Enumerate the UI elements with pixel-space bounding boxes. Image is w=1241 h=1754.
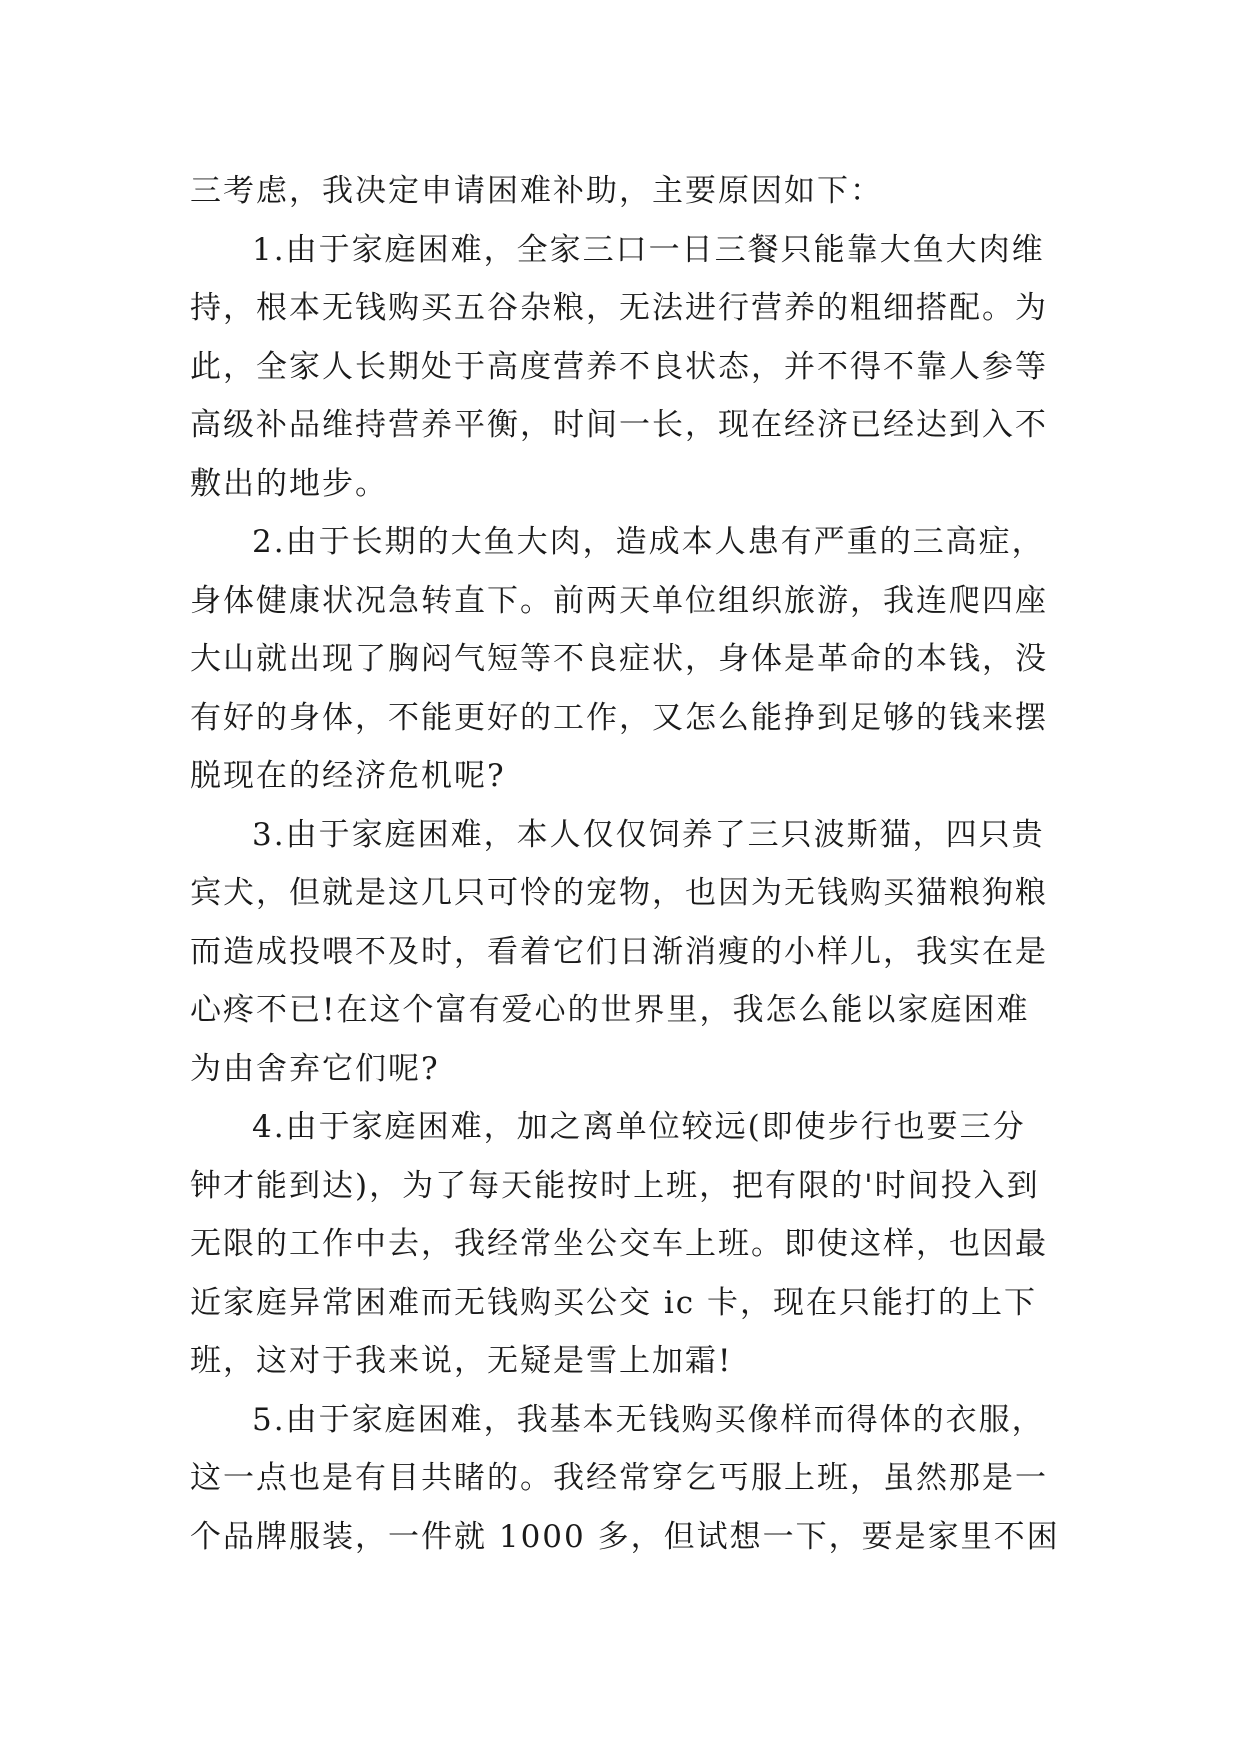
- text-line: 为由舍弃它们呢?: [190, 1050, 440, 1087]
- text-line: 无限的工作中去，我经常坐公交车上班。即使这样，也因最: [190, 1226, 1048, 1262]
- text-line: 持，根本无钱购买五谷杂粮，无法进行营养的粗细搭配。为: [190, 290, 1048, 326]
- text-line: 敷出的地步。: [190, 465, 388, 502]
- text-line: 有好的身体，不能更好的工作，又怎么能挣到足够的钱来摆: [190, 699, 1048, 736]
- text-line: 宾犬，但就是这几只可怜的宠物，也因为无钱购买猫粮狗粮: [190, 875, 1048, 911]
- text-line: 脱现在的经济危机呢?: [190, 758, 506, 794]
- text-line: 4.由于家庭困难，加之离单位较远(即使步行也要三分: [252, 1109, 1026, 1145]
- text-line: 而造成投喂不及时，看着它们日渐消瘦的小样儿，我实在是: [190, 933, 1048, 970]
- text-line: 班，这对于我来说，无疑是雪上加霜!: [190, 1343, 733, 1379]
- text-line: 高级补品维持营养平衡，时间一长，现在经济已经达到入不: [190, 407, 1048, 443]
- text-line: 个品牌服装，一件就 1000 多，但试想一下，要是家里不困: [190, 1518, 1060, 1555]
- text-line: 身体健康状况急转直下。前两天单位组织旅游，我连爬四座: [190, 582, 1048, 619]
- text-line: 大山就出现了胸闷气短等不良症状，身体是革命的本钱，没: [190, 641, 1048, 677]
- text-line: 钟才能到达)，为了每天能按时上班，把有限的'时间投入到: [190, 1167, 1040, 1204]
- document-body: [190, 162, 1070, 1566]
- text-line: 2.由于长期的大鱼大肉，造成本人患有严重的三高症，: [252, 524, 1045, 560]
- text-line: 这一点也是有目共睹的。我经常穿乞丐服上班，虽然那是一: [190, 1460, 1048, 1496]
- text-line: 1.由于家庭困难，全家三口一日三餐只能靠大鱼大肉维: [252, 231, 1045, 268]
- text-line: 此，全家人长期处于高度营养不良状态，并不得不靠人参等: [190, 348, 1048, 385]
- text-line: 近家庭异常困难而无钱购买公交 ic 卡，现在只能打的上下: [190, 1284, 1037, 1321]
- text-line: 5.由于家庭困难，我基本无钱购买像样而得体的衣服，: [252, 1401, 1045, 1438]
- text-line: 三考虑，我决定申请困难补助，主要原因如下：: [190, 173, 883, 209]
- text-line: 3.由于家庭困难，本人仅仅饲养了三只波斯猫，四只贵: [252, 816, 1045, 853]
- text-line: 心疼不已!在这个富有爱心的世界里，我怎么能以家庭困难: [190, 992, 1030, 1028]
